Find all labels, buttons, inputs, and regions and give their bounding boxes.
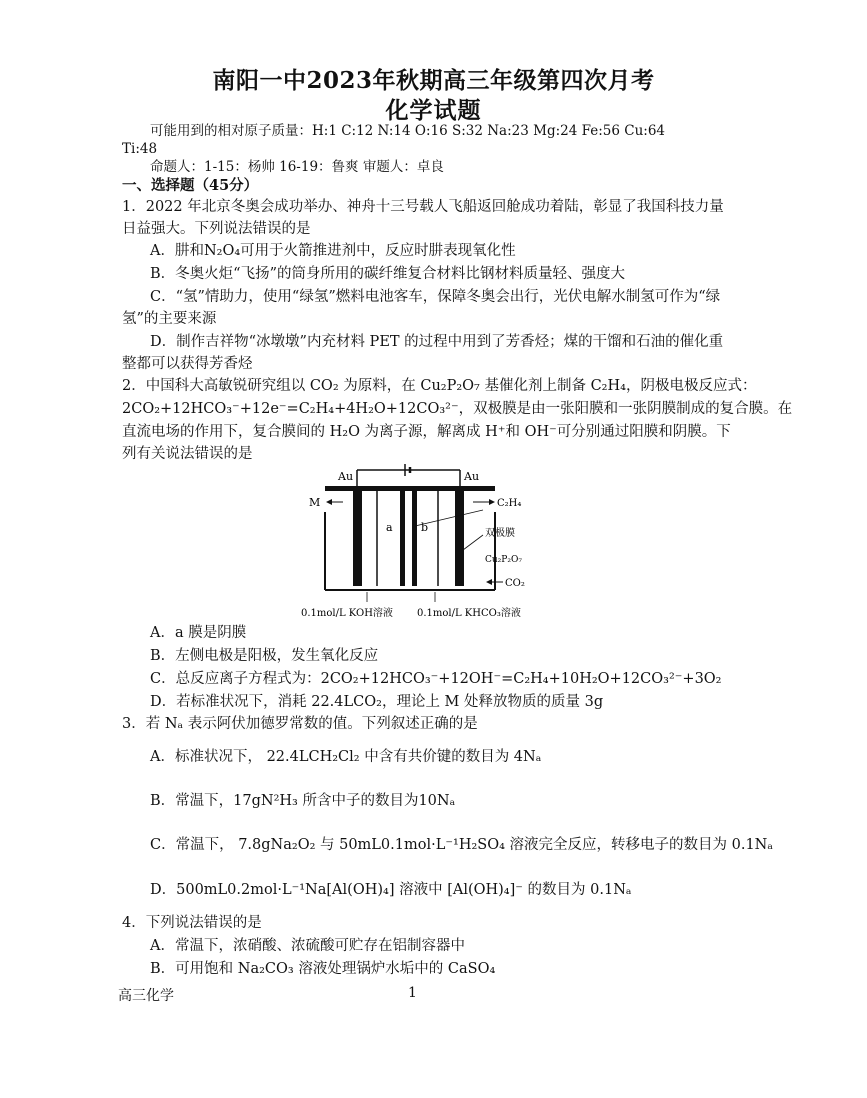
electrolysis-cell-diagram xyxy=(295,462,545,622)
membrane-a-label: a xyxy=(386,521,393,534)
q3-option-a: A．标准状况下， 22.4LCH₂Cl₂ 中含有共价键的数目为 4Nₐ xyxy=(150,749,542,765)
q1-stem-line2: 日益强大。下列说法错误的是 xyxy=(122,221,311,237)
q4-option-b: B．可用饱和 Na₂CO₃ 溶液处理锅炉水垢中的 CaSO₄ xyxy=(150,961,496,977)
membrane-b-label: b xyxy=(421,521,429,534)
exam-subject-title: 化学试题 xyxy=(385,97,482,124)
authors-line: 命题人：1-15：杨帅 16-19：鲁爽 审题人：卓良 xyxy=(150,159,444,175)
q3-option-c: C．常温下， 7.8gNa₂O₂ 与 50mL0.1mol·L⁻¹H₂SO₄ 溶液完全反应，转移电子的数目为 0.1Nₐ xyxy=(150,837,773,853)
q1-option-c-line1: C．“氢”情助力，使用“绿氢”燃料电池客车，保障冬奥会出行，光伏电解水制氢可作为“绿 xyxy=(150,289,721,305)
section-title: 一、选择题（45分） xyxy=(122,177,259,194)
footer-subject: 高三化学 xyxy=(118,988,174,1004)
q3-option-d: D．500mL0.2mol·L⁻¹Na[Al(OH)₄] 溶液中 [Al(OH)₄]⁻ 的数目为 0.1Nₐ xyxy=(150,882,632,898)
bipolar-membrane-label: 双极膜 xyxy=(485,528,515,539)
q1-option-a: A．肼和N₂O₄可用于火箭推进剂中，反应时肼表现氧化性 xyxy=(150,243,516,259)
q2-option-b: B．左侧电极是阳极，发生氧化反应 xyxy=(150,648,379,664)
q2-option-c: C．总反应离子方程式为：2CO₂+12HCO₃⁻+12OH⁻=C₂H₄+10H₂O+12CO₃²⁻+3O₂ xyxy=(150,671,722,687)
q1-option-c-line2: 氢”的主要来源 xyxy=(122,311,217,327)
q3-option-b: B．常温下，17gN²H₃ 所含中子的数目为10Nₐ xyxy=(150,793,456,809)
atomic-masses: 可能用到的相对原子质量：H:1 C:12 N:14 O:16 S:32 Na:23 Mg:24 Fe:56 Cu:64 xyxy=(150,123,665,139)
c2h4-outlet-label: C₂H₄ xyxy=(497,498,522,509)
q2-stem-line3: 直流电场的作用下，复合膜间的 H₂O 为离子源，解离成 H⁺和 OH⁻可分别通过阳膜和阴膜。下 xyxy=(122,424,731,440)
q2-stem-line4: 列有关说法错误的是 xyxy=(122,446,253,462)
atomic-masses-cont: Ti:48 xyxy=(122,141,158,157)
m-outlet-label: M xyxy=(309,496,321,509)
q4-option-a: A．常温下，浓硝酸、浓硫酸可贮存在铝制容器中 xyxy=(150,938,465,954)
q1-stem-line1: 1．2022 年北京冬奥会成功举办、神舟十三号载人飞船返回舱成功着陆，彰显了我国科技力量 xyxy=(122,199,724,215)
q3-stem: 3．若 Nₐ 表示阿伏加德罗常数的值。下列叙述正确的是 xyxy=(122,716,478,732)
q2-stem-line2: 2CO₂+12HCO₃⁻+12e⁻=C₂H₄+4H₂O+12CO₃²⁻，双极膜是由一张阳膜和一张阴膜制成的复合膜。在 xyxy=(122,401,793,417)
q2-stem-line1: 2．中国科大高敏锐研究组以 CO₂ 为原料，在 Cu₂P₂O₇ 基催化剂上制备 C₂H₄，阴极电极反应式： xyxy=(122,378,757,394)
q1-option-b: B．冬奥火炬“飞扬”的筒身所用的碳纤维复合材料比钢材料质量轻、强度大 xyxy=(150,266,625,282)
q2-option-d: D．若标准状况下，消耗 22.4LCO₂，理论上 M 处释放物质的质量 3g xyxy=(150,694,604,710)
q1-option-d-line2: 整都可以获得芳香烃 xyxy=(122,356,253,372)
khco3-solution-label: 0.1mol/L KHCO₃溶液 xyxy=(417,608,521,619)
q1-option-d-line1: D．制作吉祥物“冰墩墩”内充材料 PET 的过程中用到了芳香烃；煤的干馏和石油的催化重 xyxy=(150,334,724,350)
q4-stem: 4．下列说法错误的是 xyxy=(122,915,262,931)
au-right-label: Au xyxy=(464,470,480,483)
catalyst-label: Cu₂P₂O₇ xyxy=(485,555,522,565)
q2-option-a: A．a 膜是阴膜 xyxy=(150,625,247,641)
koh-solution-label: 0.1mol/L KOH溶液 xyxy=(301,608,393,619)
au-left-label: Au xyxy=(338,470,354,483)
exam-title: 南阳一中2023年秋期高三年级第四次月考 xyxy=(212,67,655,94)
co2-inlet-label: CO₂ xyxy=(505,578,525,589)
page-number: 1 xyxy=(408,985,417,1001)
